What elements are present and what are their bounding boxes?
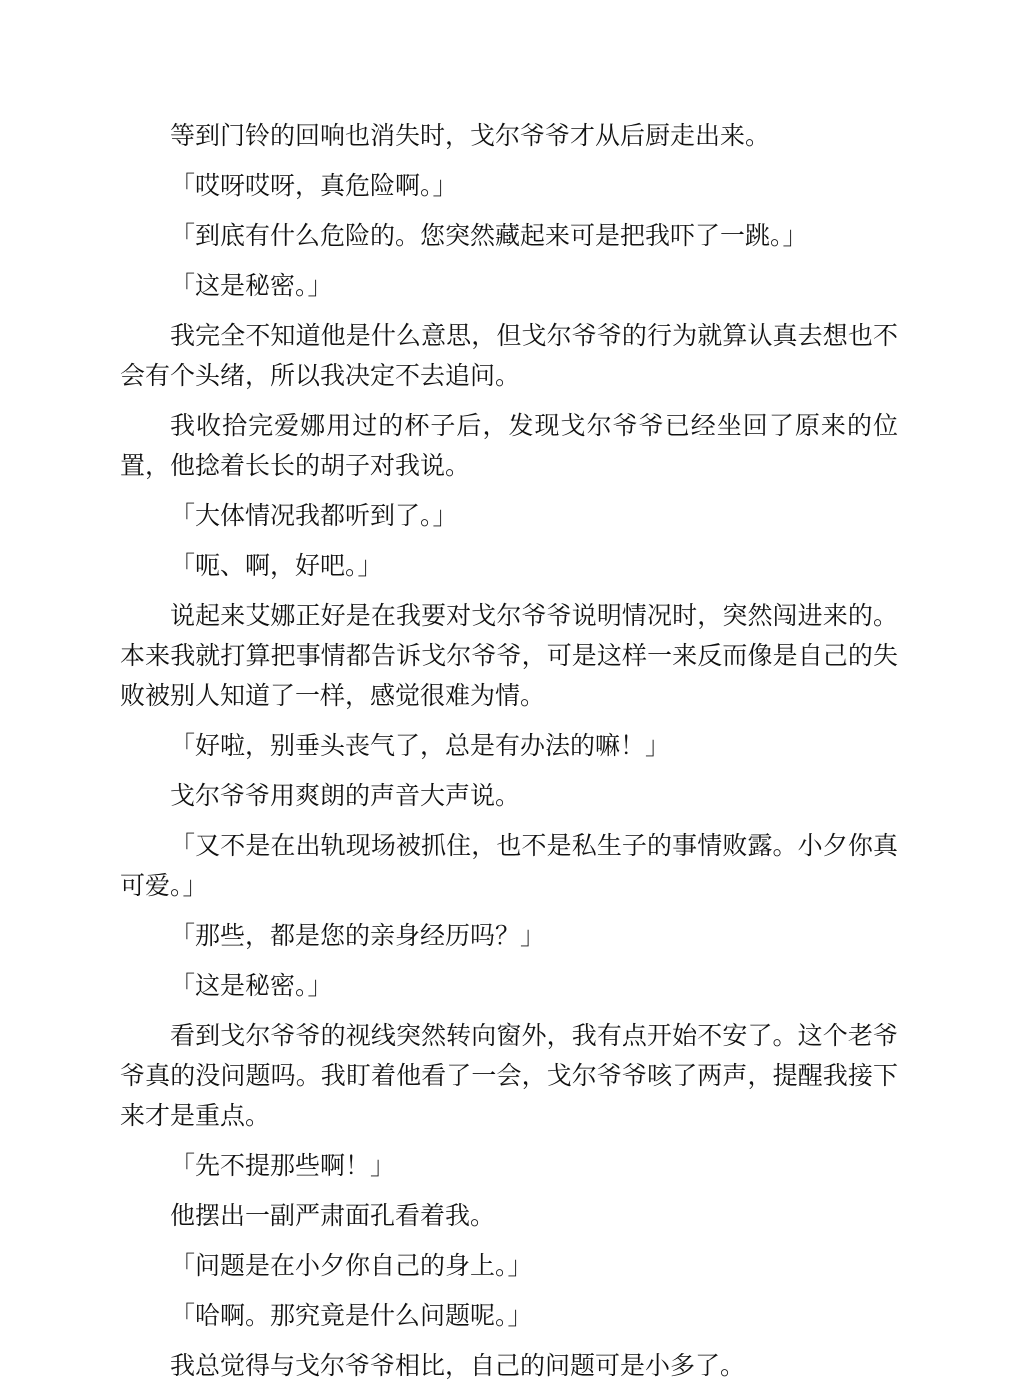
paragraph: 说起来艾娜正好是在我要对戈尔爷爷说明情况时，突然闯进来的。本来我就打算把事情都告诉戈尔爷爷，可是这样一来反而像是自己的失败被别人知道了一样，感觉很难为情。 [120,601,898,710]
dialogue-line: 「呃、啊，好吧。」 [170,551,383,580]
paragraph: 我完全不知道他是什么意思，但戈尔爷爷的行为就算认真去想也不会有个头绪，所以我决定不去追问。 [120,321,898,390]
paragraph: 他摆出一副严肃面孔看着我。 [170,1201,496,1230]
dialogue-line: 「好啦，别垂头丧气了，总是有办法的嘛！」 [170,731,671,760]
dialogue-line: 「哈啊。那究竟是什么问题呢。」 [170,1301,533,1330]
dialogue-line: 「大体情况我都听到了。」 [170,501,458,530]
dialogue-line: 「又不是在出轨现场被抓住，也不是私生子的事情败露。小夕你真可爱。」 [120,831,898,900]
paragraph: 等到门铃的回响也消失时，戈尔爷爷才从后厨走出来。 [170,121,771,150]
dialogue-line: 「这是秘密。」 [170,271,333,300]
paragraph: 戈尔爷爷用爽朗的声音大声说。 [170,781,521,810]
dialogue-line: 「到底有什么危险的。您突然藏起来可是把我吓了一跳。」 [170,221,808,250]
paragraph: 我收拾完爱娜用过的杯子后，发现戈尔爷爷已经坐回了原来的位置，他捻着长长的胡子对我说。 [120,411,898,480]
dialogue-line: 「先不提那些啊！」 [170,1151,396,1180]
document-page [120,116,898,1396]
dialogue-line: 「那些，都是您的亲身经历吗？」 [170,921,546,950]
dialogue-line: 「问题是在小夕你自己的身上。」 [170,1251,533,1280]
dialogue-line: 「这是秘密。」 [170,971,333,1000]
paragraph: 我总觉得与戈尔爷爷相比，自己的问题可是小多了。 [170,1351,746,1380]
dialogue-line: 「哎呀哎呀，真危险啊。」 [170,171,458,200]
paragraph: 看到戈尔爷爷的视线突然转向窗外，我有点开始不安了。这个老爷爷真的没问题吗。我盯着他看了一会，戈尔爷爷咳了两声，提醒我接下来才是重点。 [120,1021,898,1130]
